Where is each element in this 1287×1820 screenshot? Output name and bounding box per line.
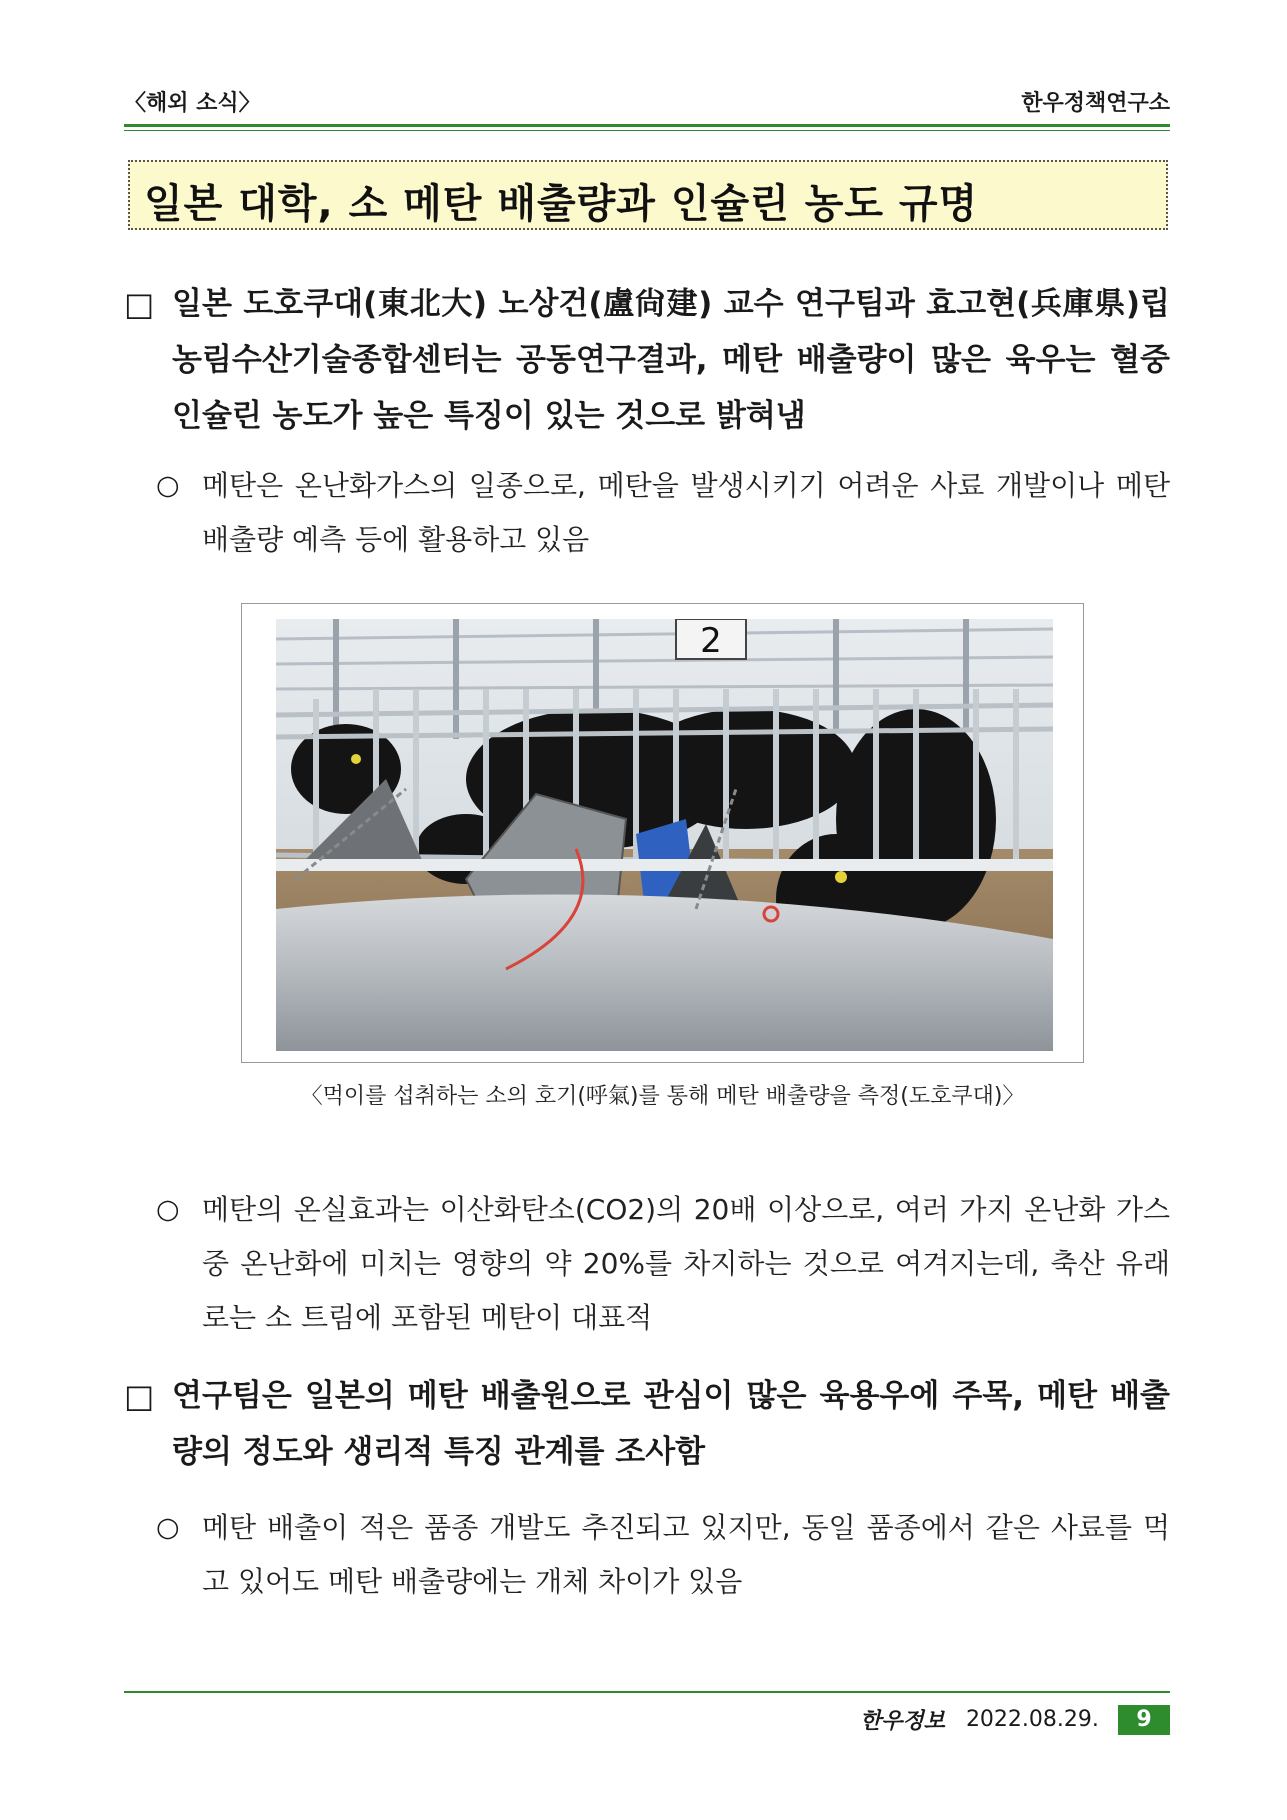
title-box — [128, 160, 1168, 230]
photo-caption: 〈먹이를 섭취하는 소의 호기(呼氣)를 통해 메탄 배출량을 측정(도호쿠대)〉 — [300, 1084, 1025, 1109]
bullet-item — [124, 1368, 1170, 1480]
point-item — [156, 1501, 1170, 1609]
checkbox-square-icon: □ — [124, 1377, 155, 1415]
photo-frame — [241, 603, 1084, 1063]
bullet-text: 연구팀은 일본의 메탄 배출원으로 관심이 많은 육용우에 주목, 메탄 배출량의 정도와 생리적 특징 관계를 조사함 — [172, 1378, 1170, 1470]
point-item — [156, 1183, 1170, 1345]
header-rule-thin — [124, 130, 1170, 131]
bullet-text: 일본 도호쿠대(東北大) 노상건(盧尙建) 교수 연구팀과 효고현(兵庫県)립 농림수산기술종합센터는 공동연구결과, 메탄 배출량이 많은 육우는 혈중 인슐린 농도가 높은 특징이 있는 것으로 밝혀냄 — [172, 286, 1170, 434]
circle-bullet-icon: ○ — [156, 1512, 180, 1543]
page-footer — [860, 1704, 1170, 1736]
page-number: 9 — [1118, 1705, 1170, 1735]
organization-name: 한우정책연구소 — [1021, 91, 1170, 116]
stall-sign-number: 2 — [700, 621, 722, 661]
point-text: 메탄 배출이 적은 품종 개발도 추진되고 있지만, 동일 품종에서 같은 사료를 먹고 있어도 메탄 배출량에는 개체 차이가 있음 — [202, 1511, 1170, 1598]
publication-name: 한우정보 — [859, 1709, 945, 1734]
page-header — [124, 86, 1170, 122]
circle-bullet-icon: ○ — [156, 1194, 180, 1225]
point-text: 메탄의 온실효과는 이산화탄소(CO2)의 20배 이상으로, 여러 가지 온난화 가스 중 온난화에 미치는 영향의 약 20%를 차지하는 것으로 여겨지는데, 축산 유래로는 소 트림에 포함된 메탄이 대표적 — [202, 1193, 1170, 1334]
checkbox-square-icon: □ — [124, 285, 155, 323]
section-label: 〈해외 소식〉 — [124, 91, 261, 116]
point-item — [156, 459, 1170, 567]
point-text: 메탄은 온난화가스의 일종으로, 메탄을 발생시키기 어려운 사료 개발이나 메탄 배출량 예측 등에 활용하고 있음 — [202, 469, 1170, 556]
footer-rule — [124, 1691, 1170, 1693]
cattle-feeding-photo — [276, 619, 1053, 1051]
publication-date: 2022.08.29. — [965, 1707, 1099, 1732]
circle-bullet-icon: ○ — [156, 470, 180, 501]
bullet-item — [124, 276, 1170, 444]
header-rule — [124, 124, 1170, 127]
page-title: 일본 대학, 소 메탄 배출량과 인슐린 농도 규명 — [144, 181, 979, 227]
